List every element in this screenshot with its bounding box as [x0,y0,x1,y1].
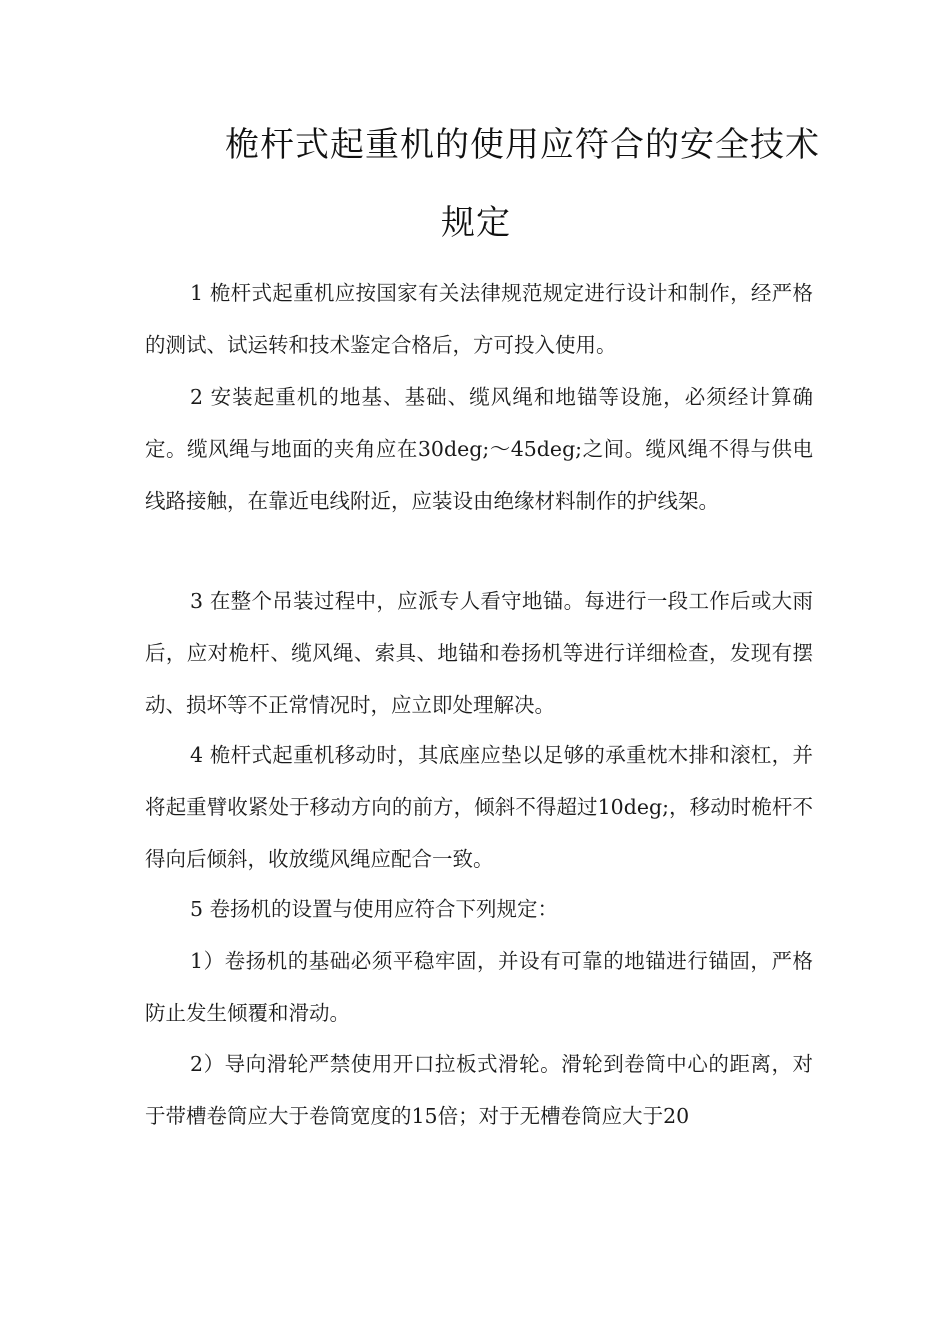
document-title-line-1: 桅杆式起重机的使用应符合的安全技术 [225,125,820,165]
paragraph-5: 5 卷扬机的设置与使用应符合下列规定： [190,897,559,921]
paragraph-3: 3 在整个吊装过程中，应派专人看守地锚。每进行一段工作后或大雨后，应对桅杆、缆风绳、索具、地锚和卷扬机等进行详细检查，发现有摆动、损坏等不正常情况时，应立即处理解决。 [145,589,813,717]
paragraph-4: 4 桅杆式起重机移动时，其底座应垫以足够的承重枕木排和滚杠，并将起重臂收紧处于移动方向的前方，倾斜不得超过10deg;，移动时桅杆不得向后倾斜，收放缆风绳应配合一致。 [145,743,813,871]
paragraph-1: 1 桅杆式起重机应按国家有关法律规范规定进行设计和制作，经严格的测试、试运转和技术鉴定合格后，方可投入使用。 [145,281,813,357]
document-title-line-2: 规定 [441,203,511,243]
paragraph-6: 1）卷扬机的基础必须平稳牢固，并设有可靠的地锚进行锚固，严格防止发生倾覆和滑动。 [145,949,813,1025]
paragraph-2: 2 安装起重机的地基、基础、缆风绳和地锚等设施，必须经计算确定。缆风绳与地面的夹角应在30deg;～45deg;之间。缆风绳不得与供电线路接触，在靠近电线附近，应装设由绝缘材料制作的护线架。 [145,385,813,513]
paragraph-7: 2）导向滑轮严禁使用开口拉板式滑轮。滑轮到卷筒中心的距离，对于带槽卷筒应大于卷筒宽度的15倍；对于无槽卷筒应大于20 [145,1052,813,1128]
